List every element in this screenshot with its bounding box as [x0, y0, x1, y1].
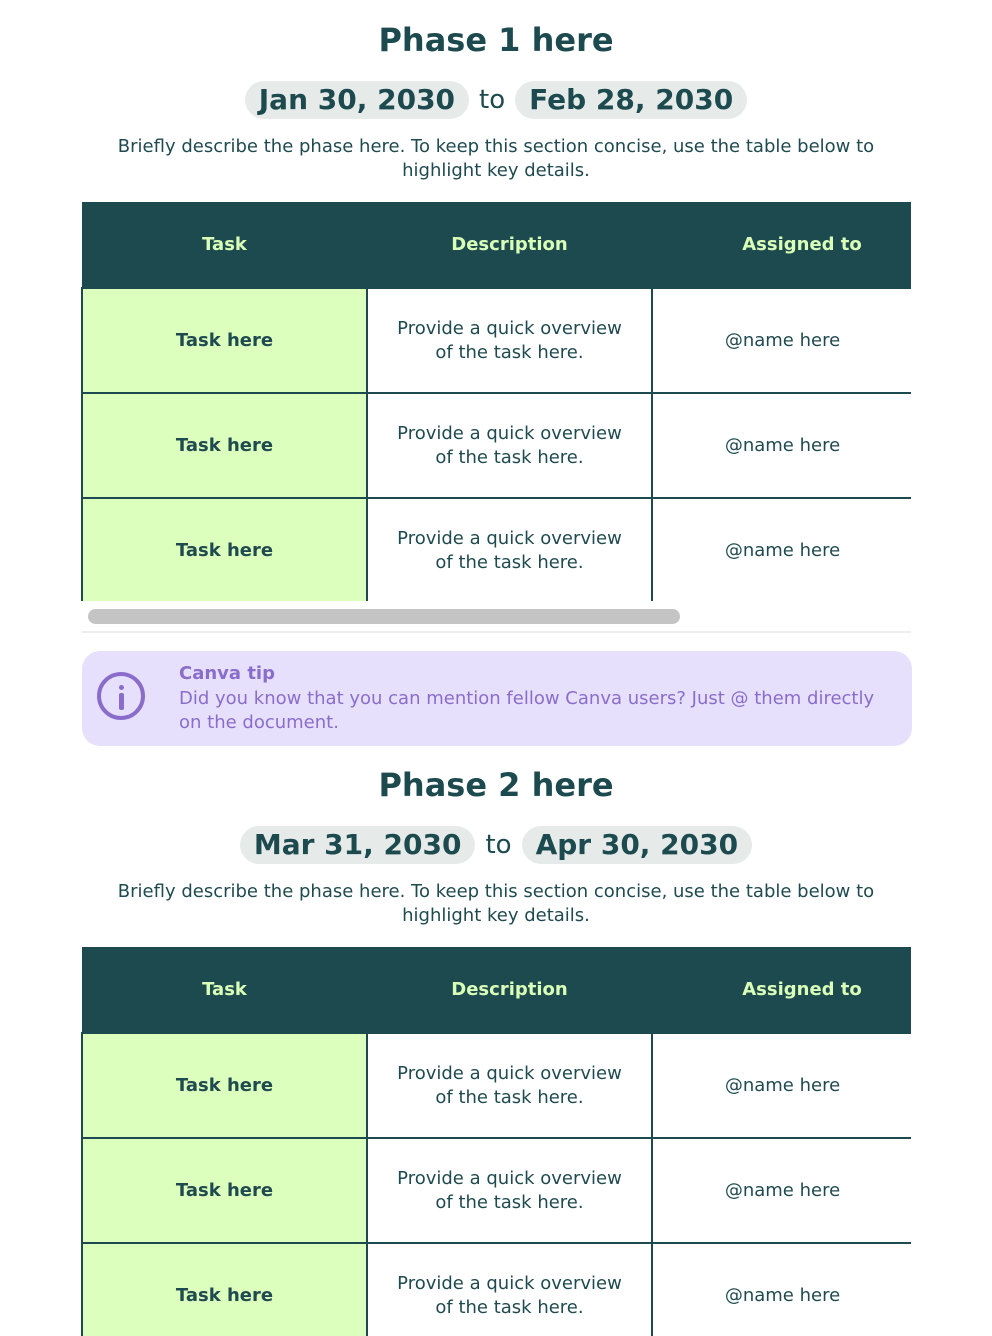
table-row [82, 1243, 911, 1336]
description-text: Provide a quick overview of the task here. [397, 1062, 622, 1108]
description-cell[interactable] [367, 288, 652, 393]
phase-2-table-container[interactable] [81, 947, 911, 1336]
description-text: Provide a quick overview of the task here. [397, 317, 622, 363]
table-row [82, 498, 911, 602]
description-text: Provide a quick overview of the task here. [397, 527, 622, 573]
phase-2-table [81, 947, 911, 1336]
assignee-cell[interactable]: @name here [652, 1033, 911, 1138]
description-cell[interactable] [367, 498, 652, 602]
column-header-description: Description [367, 947, 652, 1033]
description-text: Provide a quick overview of the task here. [397, 422, 622, 468]
table-header-row [82, 202, 911, 288]
table-row [82, 393, 911, 498]
phase-2-end-date[interactable]: Apr 30, 2030 [522, 826, 753, 864]
table-row [82, 1138, 911, 1243]
info-icon [97, 672, 145, 720]
description-cell[interactable] [367, 1138, 652, 1243]
assignee-cell[interactable]: @name here [652, 1138, 911, 1243]
phase-1-description: Briefly describe the phase here. To keep this section concise, use the table below to highlight key details. [117, 136, 875, 181]
table-row [82, 1033, 911, 1138]
phase-2-title: Phase 2 here [378, 766, 614, 804]
description-cell[interactable] [367, 393, 652, 498]
assignee-cell[interactable]: @name here [652, 1243, 911, 1336]
phase-2-section [0, 765, 992, 928]
task-cell[interactable]: Task here [82, 393, 367, 498]
phase-2-dates [0, 825, 992, 865]
description-cell[interactable] [367, 1033, 652, 1138]
phase-1-end-date[interactable]: Feb 28, 2030 [515, 81, 747, 119]
phase-1-title: Phase 1 here [378, 21, 614, 59]
task-cell[interactable]: Task here [82, 288, 367, 393]
task-cell[interactable]: Task here [82, 1243, 367, 1336]
column-header-description: Description [367, 202, 652, 288]
table-header-row [82, 947, 911, 1033]
phase-2-start-date[interactable]: Mar 31, 2030 [240, 826, 476, 864]
phase-1-to-label: to [479, 85, 506, 115]
phase-1-start-date[interactable]: Jan 30, 2030 [245, 81, 469, 119]
phase-1-table-scrollbar[interactable] [81, 601, 911, 633]
column-header-task: Task [82, 947, 367, 1033]
task-cell[interactable]: Task here [82, 1138, 367, 1243]
assignee-cell[interactable]: @name here [652, 288, 911, 393]
phase-2-to-label: to [485, 830, 512, 860]
assignee-cell[interactable]: @name here [652, 498, 911, 602]
column-header-assigned-to: Assigned to [652, 947, 911, 1033]
task-cell[interactable]: Task here [82, 1033, 367, 1138]
phase-1-dates [0, 80, 992, 120]
column-header-task: Task [82, 202, 367, 288]
info-icon-dot [119, 685, 124, 690]
column-header-assigned-to: Assigned to [652, 202, 911, 288]
phase-1-table-container[interactable] [81, 202, 911, 602]
tip-body: Did you know that you can mention fellow Canva users? Just @ them directly on the document. [179, 688, 875, 733]
description-text: Provide a quick overview of the task here. [397, 1167, 622, 1213]
assignee-cell[interactable]: @name here [652, 393, 911, 498]
phase-1-section [0, 20, 992, 183]
table-row [82, 288, 911, 393]
tip-title: Canva tip [179, 663, 275, 684]
phase-1-table [81, 202, 911, 602]
phase-2-description: Briefly describe the phase here. To keep this section concise, use the table below to highlight key details. [117, 881, 875, 926]
task-cell[interactable]: Task here [82, 498, 367, 602]
canva-tip-callout [82, 651, 912, 746]
description-text: Provide a quick overview of the task here. [397, 1272, 622, 1318]
description-cell[interactable] [367, 1243, 652, 1336]
info-icon-bar [119, 693, 124, 710]
scrollbar-thumb[interactable] [88, 609, 680, 624]
